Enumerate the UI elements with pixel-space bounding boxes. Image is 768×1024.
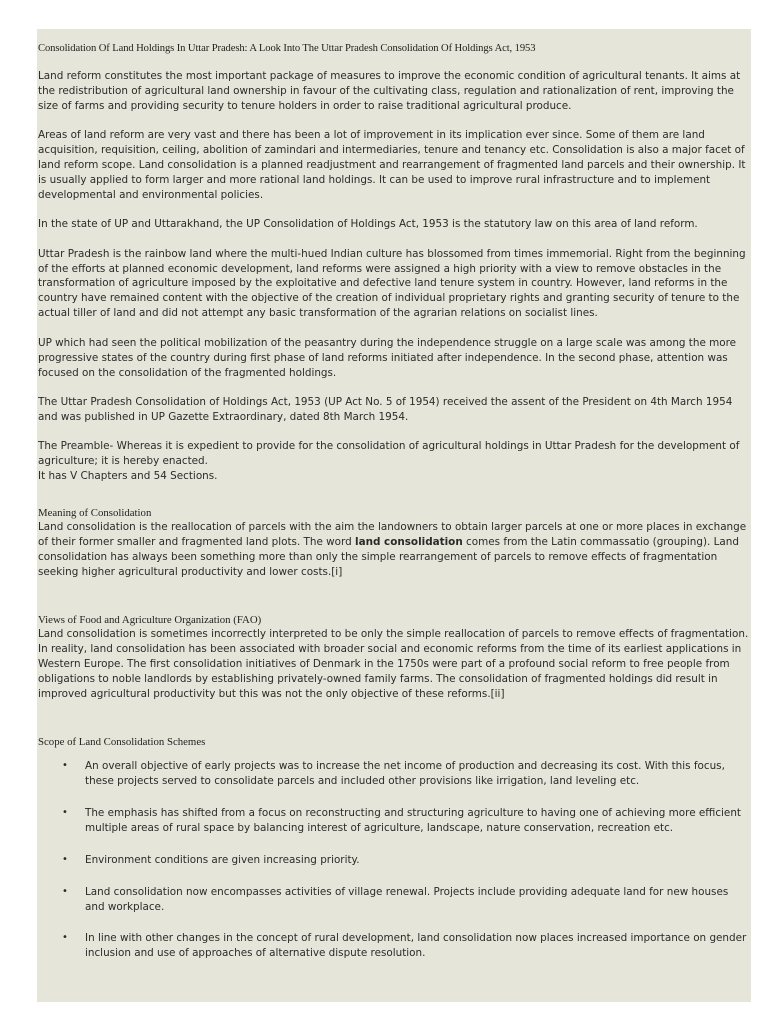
list-item bbox=[62, 853, 750, 868]
meaning-paragraph bbox=[38, 520, 750, 580]
scope-heading: Scope of Land Consolidation Schemes bbox=[38, 736, 206, 749]
bullet-icon: • bbox=[62, 932, 68, 944]
spacer bbox=[38, 594, 750, 613]
bullet-icon: • bbox=[62, 760, 68, 772]
meaning-heading: Meaning of Consolidation bbox=[38, 506, 152, 519]
bullet-icon: • bbox=[62, 885, 68, 897]
article-content bbox=[38, 40, 750, 978]
fao-paragraph: Land consolidation is sometimes incorrectly interpreted to be only the simple reallocation of parcels to remove effects of fragmentation. In reality, land consolidation has been associated with broader social and economic reforms from the time of its earliest applications in Western Europe. The first consolidation initiatives of Denmark in the 1750s were part of a profound social reform to free people from obligations to noble landlords by establishing privately-owned family farms. The consolidation of fragmented holdings did result in improved agricultural productivity but this was not the only objective of these reforms.[ii] bbox=[38, 628, 749, 700]
intro-paragraph: Areas of land reform are very vast and there has been a lot of improvement in its implication ever since. Some of them are land acquisition, requisition, ceiling, abolition of zamindari and intermediaries, tenure and tenancy etc. Consolidation is also a major facet of land reform scope. Land consolidation is a planned readjustment and rearrangement of fragmented land parcels and their ownership. It is usually applied to form larger and more rational land holdings. It can be used to improve rural infrastructure and to implement developmental and environmental policies. bbox=[38, 129, 746, 201]
intro-paragraph: The Uttar Pradesh Consolidation of Holdings Act, 1953 (UP Act No. 5 of 1954) received the assent of the President on 4th March 1954 and was published in UP Gazette Extraordinary, dated 8th March 1954. bbox=[38, 395, 733, 423]
article-title: Consolidation Of Land Holdings In Uttar Pradesh: A Look Into The Uttar Pradesh Consolidation Of Holdings Act, 1953 bbox=[38, 43, 536, 54]
chapters-line: It has V Chapters and 54 Sections. bbox=[38, 470, 218, 483]
spacer bbox=[38, 484, 750, 506]
intro-paragraph: Uttar Pradesh is the rainbow land where the multi-hued Indian culture has blossomed from times immemorial. Right from the beginning of the efforts at planned economic development, land reforms were assigned a high priority with a view to remove obstacles in the transformation of agriculture imposed by the exploitative and defective land tenure system in country. However, land reforms in the country have remained content with the objective of the creation of individual proprietary rights and granting security of tenure to the actual tiller of land and did not attempt any basic transformation of the agrarian relations on socialist lines. bbox=[38, 247, 746, 320]
list-item-text: In line with other changes in the concept of rural development, land consolidation now places increased importance on gender inclusion and use of approaches of alternative dispute resolution. bbox=[85, 932, 747, 960]
intro-paragraph: UP which had seen the political mobilization of the peasantry during the independence struggle on a large scale was among the more progressive states of the country during first phase of land reforms initiated after independence. In the second phase, attention was focused on the consolidation of the fragmented holdings. bbox=[38, 336, 737, 379]
list-item-text: An overall objective of early projects was to increase the net income of production and decreasing its cost. With this focus, these projects served to consolidate parcels and included other provisions like irrigation, land leveling etc. bbox=[85, 760, 725, 787]
list-item bbox=[62, 931, 750, 961]
list-item bbox=[62, 806, 750, 836]
preamble-block bbox=[38, 439, 750, 484]
bullet-icon: • bbox=[62, 806, 68, 818]
list-item-text: The emphasis has shifted from a focus on reconstructing and structuring agriculture to having one of achieving more efficient multiple areas of rural space by balancing interest of agriculture, landscape, nature conservation, recreation etc. bbox=[85, 806, 741, 834]
spacer bbox=[38, 716, 750, 735]
list-item bbox=[62, 885, 750, 915]
fao-heading: Views of Food and Agriculture Organization (FAO) bbox=[38, 614, 262, 627]
preamble-text: The Preamble- Whereas it is expedient to provide for the consolidation of agricultural holdings in Uttar Pradesh for the development of agriculture; it is hereby enacted. bbox=[38, 440, 740, 468]
list-item-text: Land consolidation now encompasses activities of village renewal. Projects include providing adequate land for new houses and workplace. bbox=[85, 885, 729, 913]
meaning-bold-term: land consolidation bbox=[355, 535, 463, 548]
meaning-text-after: comes from the Latin commassatio (grouping). Land consolidation has always been something more than only the simple rearrangement of parcels to remove effects of fragmentation seeking higher agricultural productivity and lower costs.[i] bbox=[38, 535, 739, 578]
meaning-text-before: Land consolidation is the reallocation of parcels with the aim the landowners to obtain larger parcels at one or more places in exchange of their former smaller and fragmented land plots. The word bbox=[38, 520, 747, 548]
list-item bbox=[62, 759, 750, 789]
intro-paragraph: In the state of UP and Uttarakhand, the UP Consolidation of Holdings Act, 1953 is the statutory law on this area of land reform. bbox=[38, 218, 698, 231]
scope-list bbox=[38, 759, 750, 961]
list-item-text: Environment conditions are given increasing priority. bbox=[85, 853, 360, 866]
bullet-icon: • bbox=[62, 853, 68, 865]
intro-paragraph: Land reform constitutes the most important package of measures to improve the economic condition of agricultural tenants. It aims at the redistribution of agricultural land ownership in favour of the cultivating class, regulation and rationalization of rent, improving the size of farms and providing security to tenure holders in order to raise traditional agricultural produce. bbox=[38, 70, 741, 112]
